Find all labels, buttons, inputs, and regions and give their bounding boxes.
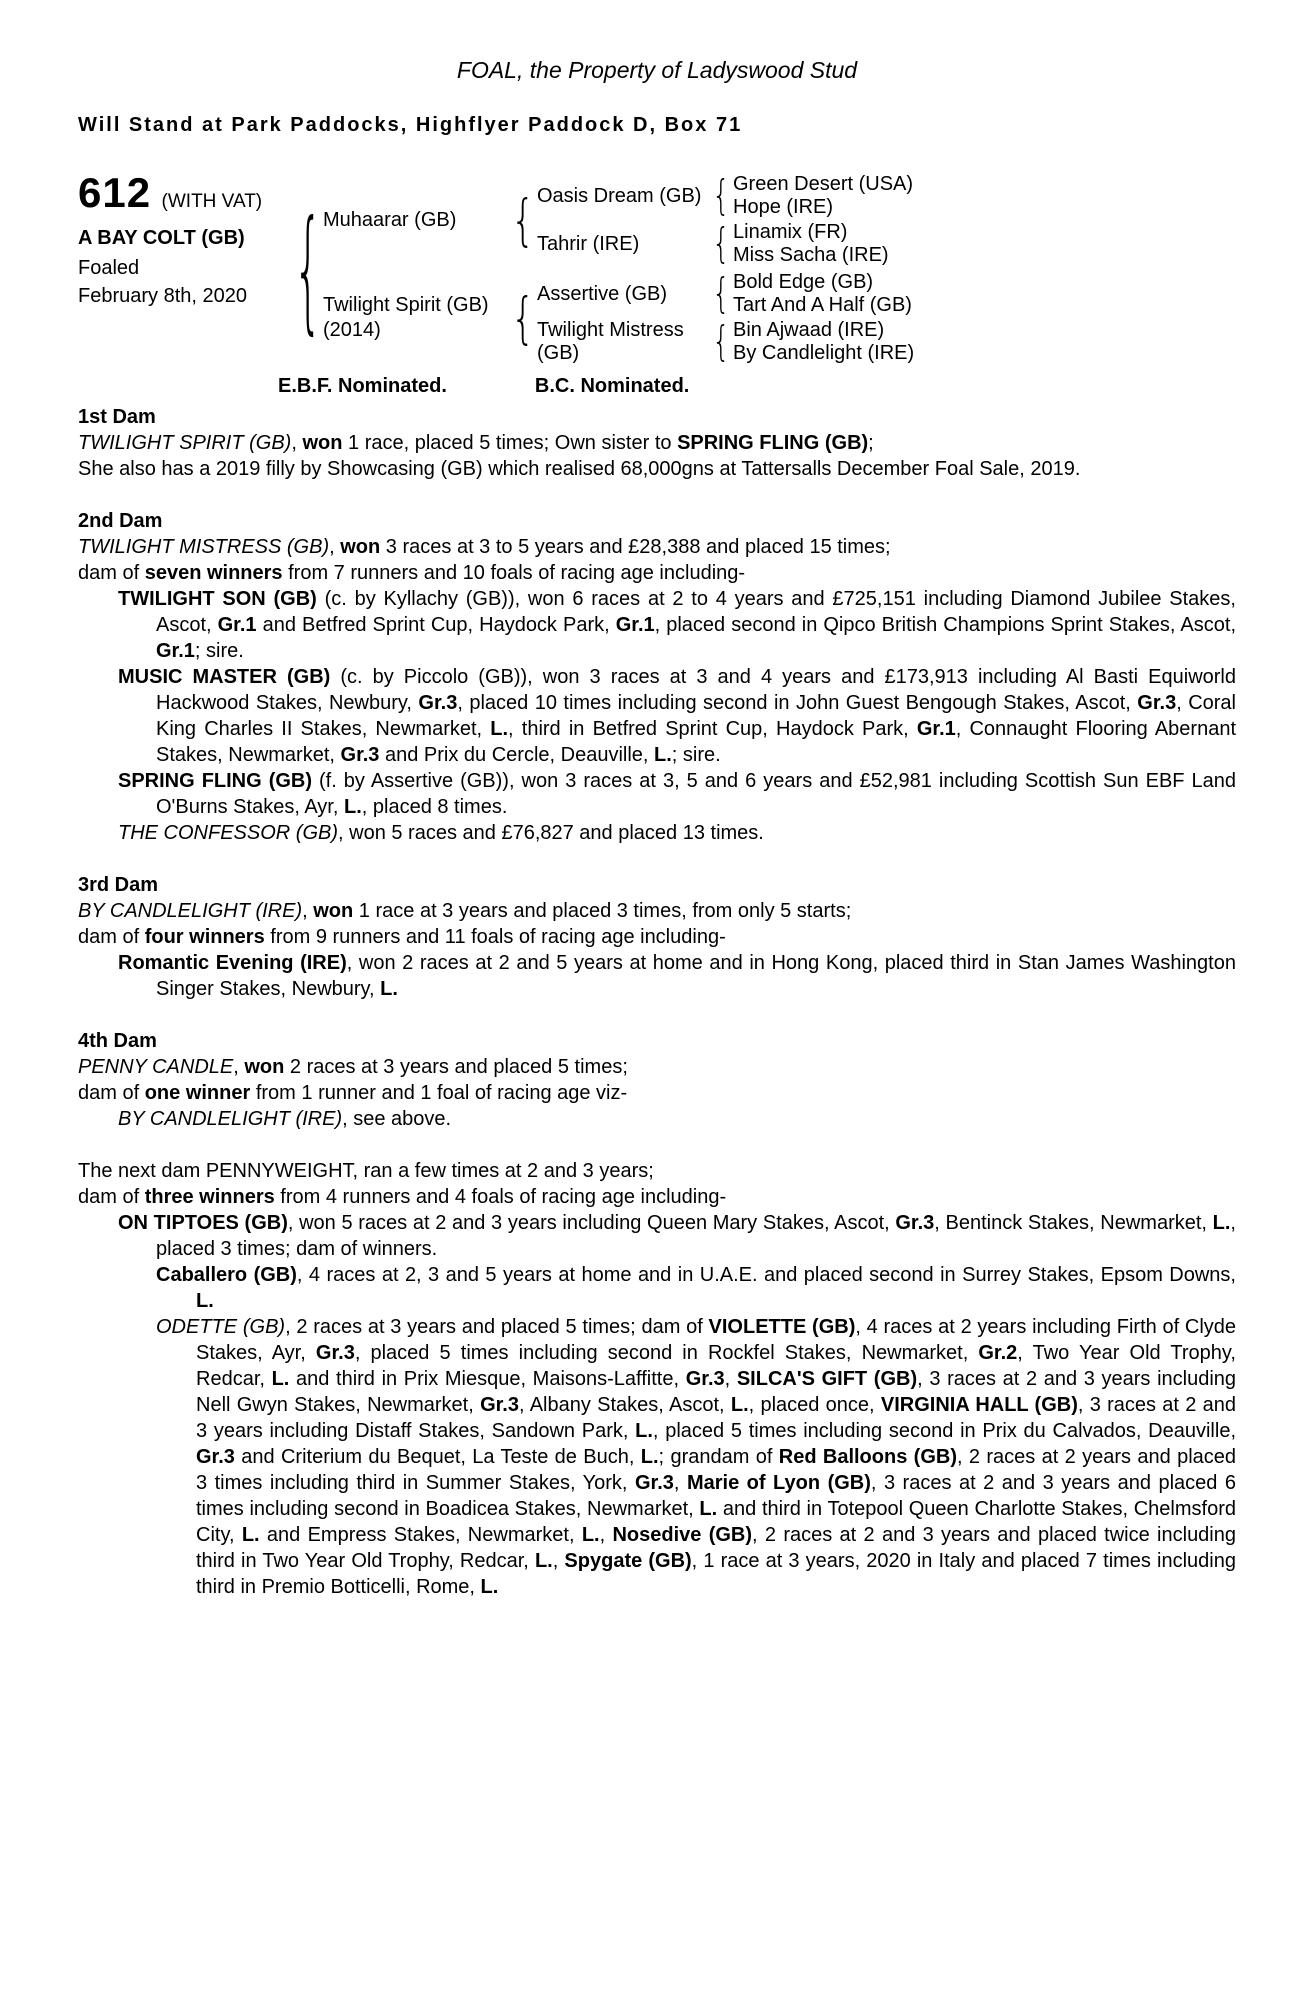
bold-text: won	[313, 900, 354, 922]
dam-section	[78, 404, 1236, 482]
bold-text: Caballero (GB)	[156, 1264, 297, 1286]
dam-section	[78, 872, 1236, 1002]
page-title: FOAL, the Property of Ladyswood Stud	[456, 57, 858, 83]
text: , 1 race at 3 years, 2020 in Italy and placed 7 times including third in Premio Botticelli, Rome,	[196, 1550, 1236, 1598]
bold-text: Spygate (GB)	[564, 1550, 692, 1572]
text: , 3 races at 2 and 3 years and placed 6 times including second in Boadicea Stakes, Newmarket,	[196, 1472, 1236, 1520]
italic-text: BY CANDLELIGHT (IRE)	[118, 1108, 343, 1130]
text: , 2 races at 3 years and placed 5 times; dam of	[285, 1316, 709, 1338]
pedigree-paragraph	[78, 924, 1236, 950]
bold-text: L.	[271, 1368, 290, 1390]
text: , 3 races at 2 and 3 years including Distaff Stakes, Sandown Park,	[196, 1394, 1236, 1442]
ancestor-name: Miss Sacha (IRE)	[733, 244, 889, 266]
text: The next dam PENNYWEIGHT, ran a few times at 2 and 3 years;	[78, 1160, 654, 1182]
bold-text: Gr.3	[895, 1212, 935, 1234]
text: , placed 8 times.	[361, 796, 508, 818]
bold-text: Red Balloons (GB)	[778, 1446, 957, 1468]
italic-text: ODETTE (GB)	[156, 1316, 286, 1338]
text: , Bentinck Stakes, Newmarket,	[934, 1212, 1213, 1234]
bold-text: TWILIGHT SON (GB)	[118, 588, 317, 610]
text: from 9 runners and 11 foals of racing age including-	[264, 926, 726, 948]
ancestor-name: Bold Edge (GB)	[733, 271, 874, 293]
text: ,	[291, 432, 303, 454]
text: ;	[868, 432, 874, 454]
italic-text: TWILIGHT SPIRIT (GB)	[78, 432, 292, 454]
ancestor-name: Tart And A Half (GB)	[733, 294, 912, 316]
bold-text: Gr.3	[340, 744, 380, 766]
text: 2 races at 3 years and placed 5 times;	[284, 1056, 628, 1078]
ancestor-name: Linamix (FR)	[733, 221, 848, 243]
bold-text: L.	[699, 1498, 718, 1520]
dam-name: Twilight Spirit (GB)	[323, 294, 489, 316]
vat-note: (WITH VAT)	[161, 191, 263, 212]
pedigree-paragraph	[78, 898, 1236, 924]
text: , 4 races at 2, 3 and 5 years at home and in U.A.E. and placed second in Surrey Stakes, Epsom Downs,	[296, 1264, 1236, 1286]
text: , 2 races at 2 and 3 years and placed twice including third in Two Year Old Trophy, Redcar,	[196, 1524, 1236, 1572]
dam-line	[323, 269, 1236, 367]
text: dam of	[78, 562, 145, 584]
sire-cell	[323, 208, 509, 233]
pedigree-paragraph	[78, 560, 1236, 586]
brace-icon: {	[510, 188, 536, 252]
dam-section	[78, 1028, 1236, 1132]
bold-text: Marie of Lyon (GB)	[686, 1472, 871, 1494]
dam-sire-entry	[537, 270, 1236, 318]
dam-dam-name: Twilight Mistress (GB)	[537, 319, 684, 364]
bold-text: Gr.1	[156, 640, 195, 662]
bold-text: L.	[241, 1524, 260, 1546]
text: (c. by Piccolo (GB)), won 3 races at 3 and 4 years and £173,913 including Al Basti Equiworld Hackwood Stakes, Newbury,	[156, 666, 1236, 714]
bold-text: Nosedive (GB)	[612, 1524, 753, 1546]
text: dam of	[78, 926, 145, 948]
text: , won 5 races and £76,827 and placed 13 times.	[338, 822, 764, 844]
text: , 4 races at 2 years including Firth of Clyde Stakes, Ayr,	[196, 1316, 1237, 1364]
text: and third in Totepool Queen Charlotte Stakes, Chelmsford City,	[196, 1498, 1236, 1546]
colt-description: A BAY COLT (GB)	[78, 227, 245, 249]
pedigree-tree	[323, 171, 1236, 367]
nominations-line	[78, 375, 1236, 398]
dam-section	[78, 508, 1236, 846]
text: , placed 3 times; dam of winners.	[156, 1212, 1236, 1260]
text: , 3 races at 2 and 3 years including Nell Gwyn Stakes, Newmarket,	[196, 1368, 1237, 1416]
brace-icon: {	[510, 286, 536, 350]
stand-location-line: Will Stand at Park Paddocks, Highflyer Paddock D, Box 71	[78, 114, 743, 136]
text: , placed 10 times including second in John Guest Bengough Stakes, Ascot,	[457, 692, 1138, 714]
bold-text: Gr.3	[1137, 692, 1177, 714]
bold-text: Gr.3	[685, 1368, 725, 1390]
bold-text: L.	[490, 718, 509, 740]
bold-text: seven winners	[144, 562, 283, 584]
text: ,	[724, 1368, 737, 1390]
italic-text: PENNY CANDLE	[78, 1056, 234, 1078]
brace-icon: {	[712, 317, 730, 366]
text: , placed second in Qipco British Champions Sprint Stakes, Ascot,	[654, 614, 1237, 636]
bold-text: L.	[480, 1576, 499, 1598]
pedigree-paragraph	[78, 664, 1236, 768]
foaled-label: Foaled	[78, 257, 140, 279]
text: , Coral King Charles II Stakes, Newmarket,	[156, 692, 1236, 740]
text: 3 races at 3 to 5 years and £28,388 and placed 15 times;	[380, 536, 891, 558]
text: ,	[673, 1472, 687, 1494]
bold-text: Gr.3	[196, 1446, 235, 1468]
brace-icon: {	[712, 171, 730, 220]
brace-icon: {	[712, 219, 730, 268]
ebf-nominated-label: E.B.F. Nominated.	[278, 375, 447, 397]
pedigree-paragraph	[78, 1262, 1236, 1314]
text: She also has a 2019 filly by Showcasing (GB) which realised 68,000gns at Tattersalls December Foal Sale, 2019.	[78, 458, 1081, 480]
sire-line	[323, 171, 1236, 269]
text: and Prix du Cercle, Deauville,	[379, 744, 655, 766]
text: ,	[599, 1524, 613, 1546]
bold-text: ON TIPTOES (GB)	[118, 1212, 288, 1234]
bold-text: Romantic Evening (IRE)	[118, 952, 347, 974]
section-heading: 1st Dam	[78, 406, 156, 428]
text: , Two Year Old Trophy, Redcar,	[196, 1342, 1236, 1390]
pedigree-paragraph	[78, 586, 1236, 664]
ancestor-name: Green Desert (USA)	[733, 173, 914, 195]
bold-text: Gr.1	[217, 614, 257, 636]
pedigree-paragraph	[78, 820, 1236, 846]
bold-text: L.	[1212, 1212, 1231, 1234]
text: , won 5 races at 2 and 3 years including Queen Mary Stakes, Ascot,	[287, 1212, 896, 1234]
bold-text: L.	[196, 1290, 214, 1312]
foaled-date: February 8th, 2020	[78, 285, 247, 307]
text: ; sire.	[194, 640, 244, 662]
pedigree-paragraph	[78, 534, 1236, 560]
pedigree-paragraph	[78, 430, 1236, 456]
text: , placed 5 times including second in Prix du Calvados, Deauville,	[652, 1420, 1237, 1442]
text: from 1 runner and 1 foal of racing age viz-	[250, 1082, 628, 1104]
bold-text: Gr.3	[634, 1472, 674, 1494]
pedigree-paragraph	[78, 456, 1236, 482]
pedigree-paragraph	[78, 1158, 1236, 1184]
text: (c. by Kyllachy (GB)), won 6 races at 2 to 4 years and £725,151 including Diamond Jubilee Stakes, Ascot,	[156, 588, 1236, 636]
section-heading: 2nd Dam	[78, 510, 163, 532]
text: dam of	[78, 1186, 145, 1208]
pedigree-paragraph	[78, 1210, 1236, 1262]
bold-text: three winners	[144, 1186, 275, 1208]
sire-dam-name: Tahrir (IRE)	[537, 232, 640, 255]
pedigree-block	[78, 171, 1236, 367]
bc-nominated-label: B.C. Nominated.	[534, 375, 690, 397]
text: from 4 runners and 4 foals of racing age including-	[274, 1186, 727, 1208]
bold-text: SPRING FLING (GB)	[677, 432, 869, 454]
pedigree-paragraph	[78, 768, 1236, 820]
bold-text: L.	[581, 1524, 600, 1546]
italic-text: BY CANDLELIGHT (IRE)	[78, 900, 303, 922]
text: ,	[233, 1056, 245, 1078]
pedigree-paragraph	[78, 1184, 1236, 1210]
italic-text: THE CONFESSOR (GB)	[118, 822, 339, 844]
text: 1 race at 3 years and placed 3 times, from only 5 starts;	[353, 900, 852, 922]
bold-text: L.	[534, 1550, 553, 1572]
bold-text: Gr.1	[615, 614, 655, 636]
ancestor-name: By Candlelight (IRE)	[733, 342, 915, 364]
bold-text: Gr.3	[480, 1394, 519, 1416]
ancestor-name: Bin Ajwaad (IRE)	[733, 319, 885, 341]
sire-sire-entry	[537, 172, 1236, 220]
text: ,	[302, 900, 314, 922]
text: dam of	[78, 1082, 145, 1104]
text: , third in Betfred Sprint Cup, Haydock Park,	[508, 718, 917, 740]
text: and Empress Stakes, Newmarket,	[259, 1524, 582, 1546]
bold-text: Gr.2	[978, 1342, 1018, 1364]
bold-text: L.	[654, 744, 672, 766]
bold-text: won	[244, 1056, 285, 1078]
text: , placed 5 times including second in Rockfel Stakes, Newmarket,	[354, 1342, 979, 1364]
bold-text: won	[302, 432, 343, 454]
text: , placed once,	[748, 1394, 881, 1416]
bold-text: VIOLETTE (GB)	[708, 1316, 856, 1338]
lot-number: 612	[78, 169, 152, 216]
bold-text: four winners	[144, 926, 265, 948]
brace-icon: {	[712, 269, 730, 318]
text: and third in Prix Miesque, Maisons-Laffitte,	[289, 1368, 686, 1390]
dam-year: (2014)	[323, 319, 381, 341]
text: from 7 runners and 10 foals of racing age including-	[282, 562, 746, 584]
bold-text: L.	[380, 978, 398, 1000]
section-heading: 4th Dam	[78, 1030, 157, 1052]
section-heading: 3rd Dam	[78, 874, 159, 896]
brace-icon: {	[293, 190, 323, 348]
text: , 2 races at 2 years and placed 3 times including third in Summer Stakes, York,	[196, 1446, 1237, 1494]
lot-number-line	[78, 169, 293, 216]
text: , won 2 races at 2 and 5 years at home and in Hong Kong, placed third in Stan James Washington Singer Stakes, Newbury,	[156, 952, 1236, 1000]
bold-text: SPRING FLING (GB)	[118, 770, 313, 792]
bold-text: VIRGINIA HALL (GB)	[880, 1394, 1078, 1416]
text: , see above.	[342, 1108, 452, 1130]
text: and Criterium du Bequet, La Teste de Buch,	[234, 1446, 641, 1468]
sire-sire-name: Oasis Dream (GB)	[537, 184, 702, 207]
sire-name: Muhaarar (GB)	[323, 208, 457, 231]
pedigree-paragraph	[78, 1054, 1236, 1080]
pedigree-paragraph	[78, 1080, 1236, 1106]
dam-cell	[323, 293, 509, 343]
text: (f. by Assertive (GB)), won 3 races at 3, 5 and 6 years and £52,981 including Scottish Sun EBF Land O'Burns Stakes, Ayr,	[156, 770, 1236, 818]
text: ,	[329, 536, 341, 558]
dam-dam-entry	[537, 318, 1236, 366]
italic-text: TWILIGHT MISTRESS (GB)	[78, 536, 330, 558]
text: ,	[552, 1550, 565, 1572]
bold-text: won	[340, 536, 381, 558]
bold-text: L.	[730, 1394, 749, 1416]
bold-text: L.	[635, 1420, 653, 1442]
catalogue-text	[78, 404, 1236, 1600]
lot-info	[78, 171, 293, 367]
pedigree-paragraph	[78, 1106, 1236, 1132]
bold-text: Gr.1	[916, 718, 956, 740]
ancestor-name: Hope (IRE)	[733, 196, 834, 218]
bold-text: Gr.3	[418, 692, 458, 714]
text: ; grandam of	[658, 1446, 779, 1468]
text: , Albany Stakes, Ascot,	[518, 1394, 731, 1416]
bold-text: SILCA'S GIFT (GB)	[736, 1368, 918, 1390]
dam-sire-name: Assertive (GB)	[537, 282, 668, 305]
bold-text: one winner	[144, 1082, 251, 1104]
bold-text: L.	[343, 796, 362, 818]
pedigree-paragraph	[78, 950, 1236, 1002]
text: ; sire.	[671, 744, 721, 766]
text: , Connaught Flooring Abernant Stakes, Newmarket,	[156, 718, 1236, 766]
bold-text: L.	[640, 1446, 659, 1468]
text: and Betfred Sprint Cup, Haydock Park,	[256, 614, 616, 636]
pedigree-paragraph	[78, 1314, 1236, 1600]
sire-dam-entry	[537, 220, 1236, 268]
text: 1 race, placed 5 times; Own sister to	[342, 432, 678, 454]
dam-section	[78, 1158, 1236, 1600]
bold-text: Gr.3	[315, 1342, 355, 1364]
bold-text: MUSIC MASTER (GB)	[118, 666, 331, 688]
